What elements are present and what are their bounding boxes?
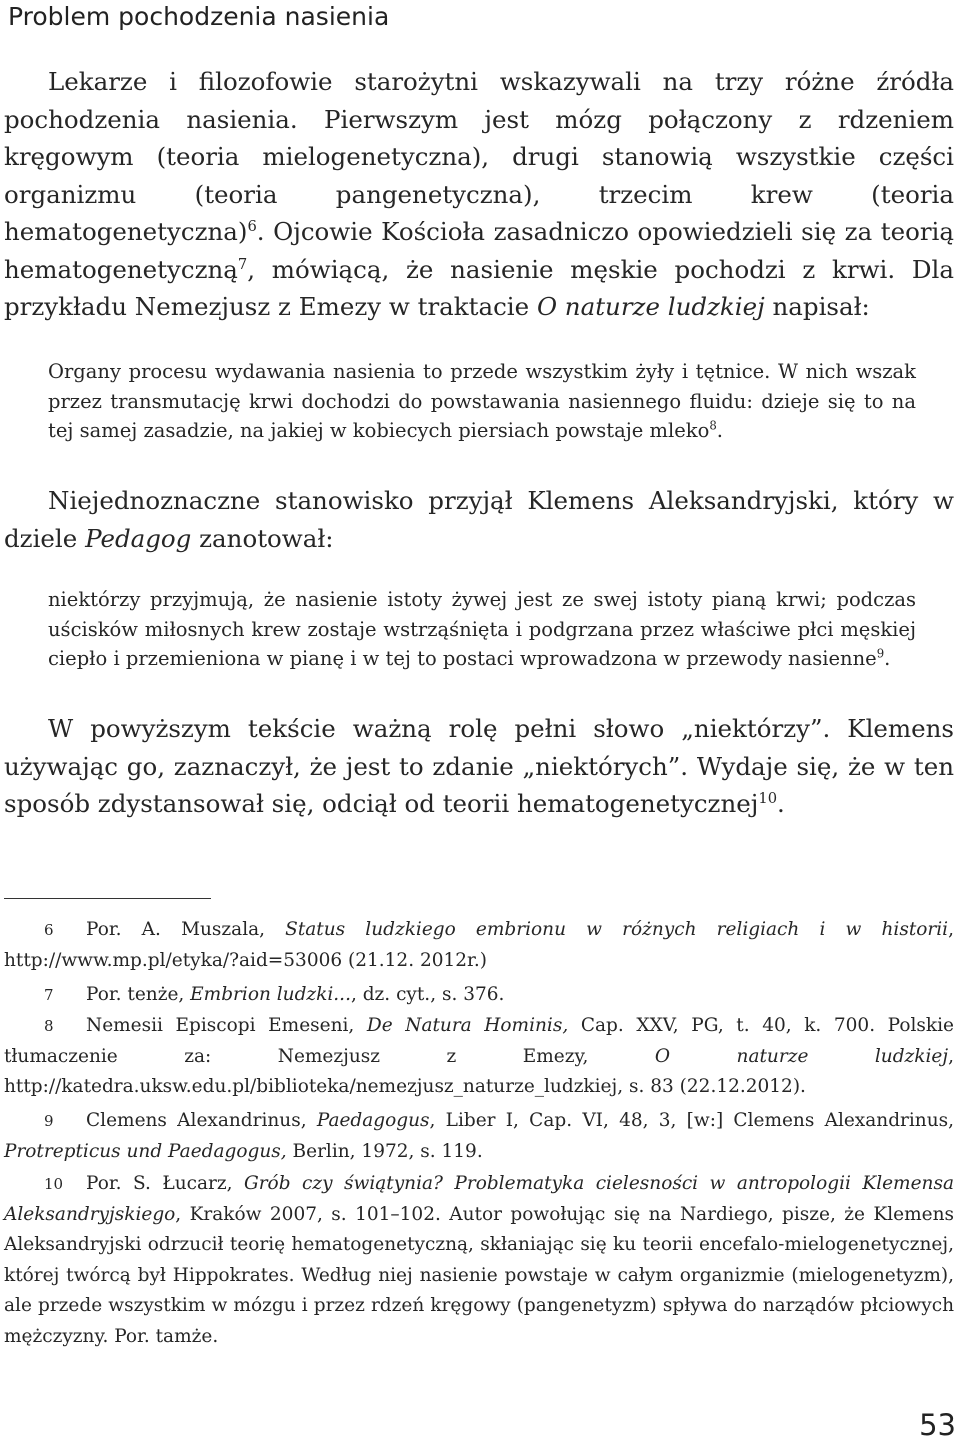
footnote-link[interactable]: , http://katedra.uksw.edu.pl/biblioteka/nemezjusz_naturze_ludzkiej, s. 83 (22.12.2012).: [4, 1045, 955, 1097]
block-quote-1: Organy procesu wydawania nasienia to przede wszystkim żyły i tętnice. W nich wszak przez transmutację krwi dochodzi do powstawania nasiennego fluidu: dzieje się to na tej samej zasadzie, na jakiej w kobiecych piersiach powstaje mleko$^8$.: [48, 360, 916, 442]
block-quote-2: niektórzy przyjmują, że nasienie istoty żywej jest ze swej istoty pianą krwi; podczas uścisków miłosnych krew zostaje wstrząśnięta i podgrzana przez właściwe płci męskiej ciepło i przemieniona w pianę i w tej to postaci wprowadzona w przewody nasienne$^9$.: [48, 588, 916, 670]
paragraph-1: Lekarze i filozofowie starożytni wskazywali na trzy różne źródła pochodzenia nasienia. Pierwszym jest mózg połączony z rdzeniem kręgowym (teoria mielogenetyczna), drugi stanowią wszystkie części organizmu (teoria pangenetyczna), trzecim krew (teoria hematogenetyczna)$^6$. Ojcowie Kościoła zasadniczo opowiedzieli się za teorią hematogenetyczną$^7$, mówiącą, że nasienie męskie pochodzi z krwi. Dla przykładu Nemezjusz z Emezy w traktacie O naturze ludzkiej napisał:: [4, 67, 954, 321]
page-number: 53: [919, 1408, 956, 1442]
paragraph-3: W powyższym tekście ważną rolę pełni słowo „niektórzy”. Klemens używając go, zaznaczył, że jest to zdanie „niektórych”. Wydaje się, że w ten sposób zdystansował się, odciął od teorii hematogenetycznej$^{10}$.: [4, 714, 954, 818]
footnote-8: 8 Nemesii Episcopi Emeseni, De Natura Hominis, Cap. XXV, PG, t. 40, k. 700. Polskie tłumaczenie za: Nemezjusz z Emezy, O naturze ludzkiej, http://katedra.uksw.edu.pl/biblioteka/nemezjusz_naturze_ludzkiej, s. 83 (22.12.2012).: [4, 1015, 955, 1097]
footnote-link[interactable]: , http://www.mp.pl/etyka/?aid=53006 (21.12. 2012r.): [4, 919, 954, 971]
footnote-ref-7[interactable]: 7: [237, 255, 248, 273]
work-title: Pedagog: [85, 523, 192, 553]
footnote-7: 7 Por. tenże, Embrion ludzki..., dz. cyt., s. 376.: [44, 984, 505, 1005]
section-heading: Problem pochodzenia nasienia: [8, 2, 390, 31]
footnote-9: 9 Clemens Alexandrinus, Paedagogus, Liber I, Cap. VI, 48, 3, [w:] Clemens Alexandrinus, Protrepticus und Paedagogus, Berlin, 1972, s. 119.: [4, 1110, 954, 1162]
footnote-separator: [4, 898, 211, 899]
footnote-ref-6[interactable]: 6: [247, 217, 257, 235]
footnote-10: 10 Por. S. Łucarz, Grób czy świątynia? Problematyka cielesności w antropologii Klemensa Aleksandryjskiego, Kraków 2007, s. 101–102. Autor powołując się na Nardiego, pisze, że Klemens Aleksandryjski odrzucił teorię hematogenetyczną, skłaniając się ku teorii encefalo-mielogenetycznej, której twórcą był Hippokrates. Według niej nasienie powstaje w całym organizmie (mielogenetyzm), ale przede wszystkim w mózgu i przez rdzeń kręgowy (pangenetyzm) spływa do narządów płciowych mężczyzny. Por. tamże.: [4, 1173, 954, 1347]
paragraph-2: Niejednoznaczne stanowisko przyjął Klemens Aleksandryjski, który w dziele Pedagog zanotował:: [4, 486, 954, 553]
footnote-ref-9[interactable]: 9: [876, 646, 885, 661]
work-title: O naturze ludzkiej: [536, 292, 765, 321]
footnote-ref-8[interactable]: 8: [709, 418, 717, 433]
footnote-ref-10[interactable]: 10: [758, 789, 778, 807]
footnote-6: 6 Por. A. Muszala, Status ludzkiego embrionu w różnych religiach i w historii, http://www.mp.pl/etyka/?aid=53006 (21.12. 2012r.): [4, 919, 954, 971]
